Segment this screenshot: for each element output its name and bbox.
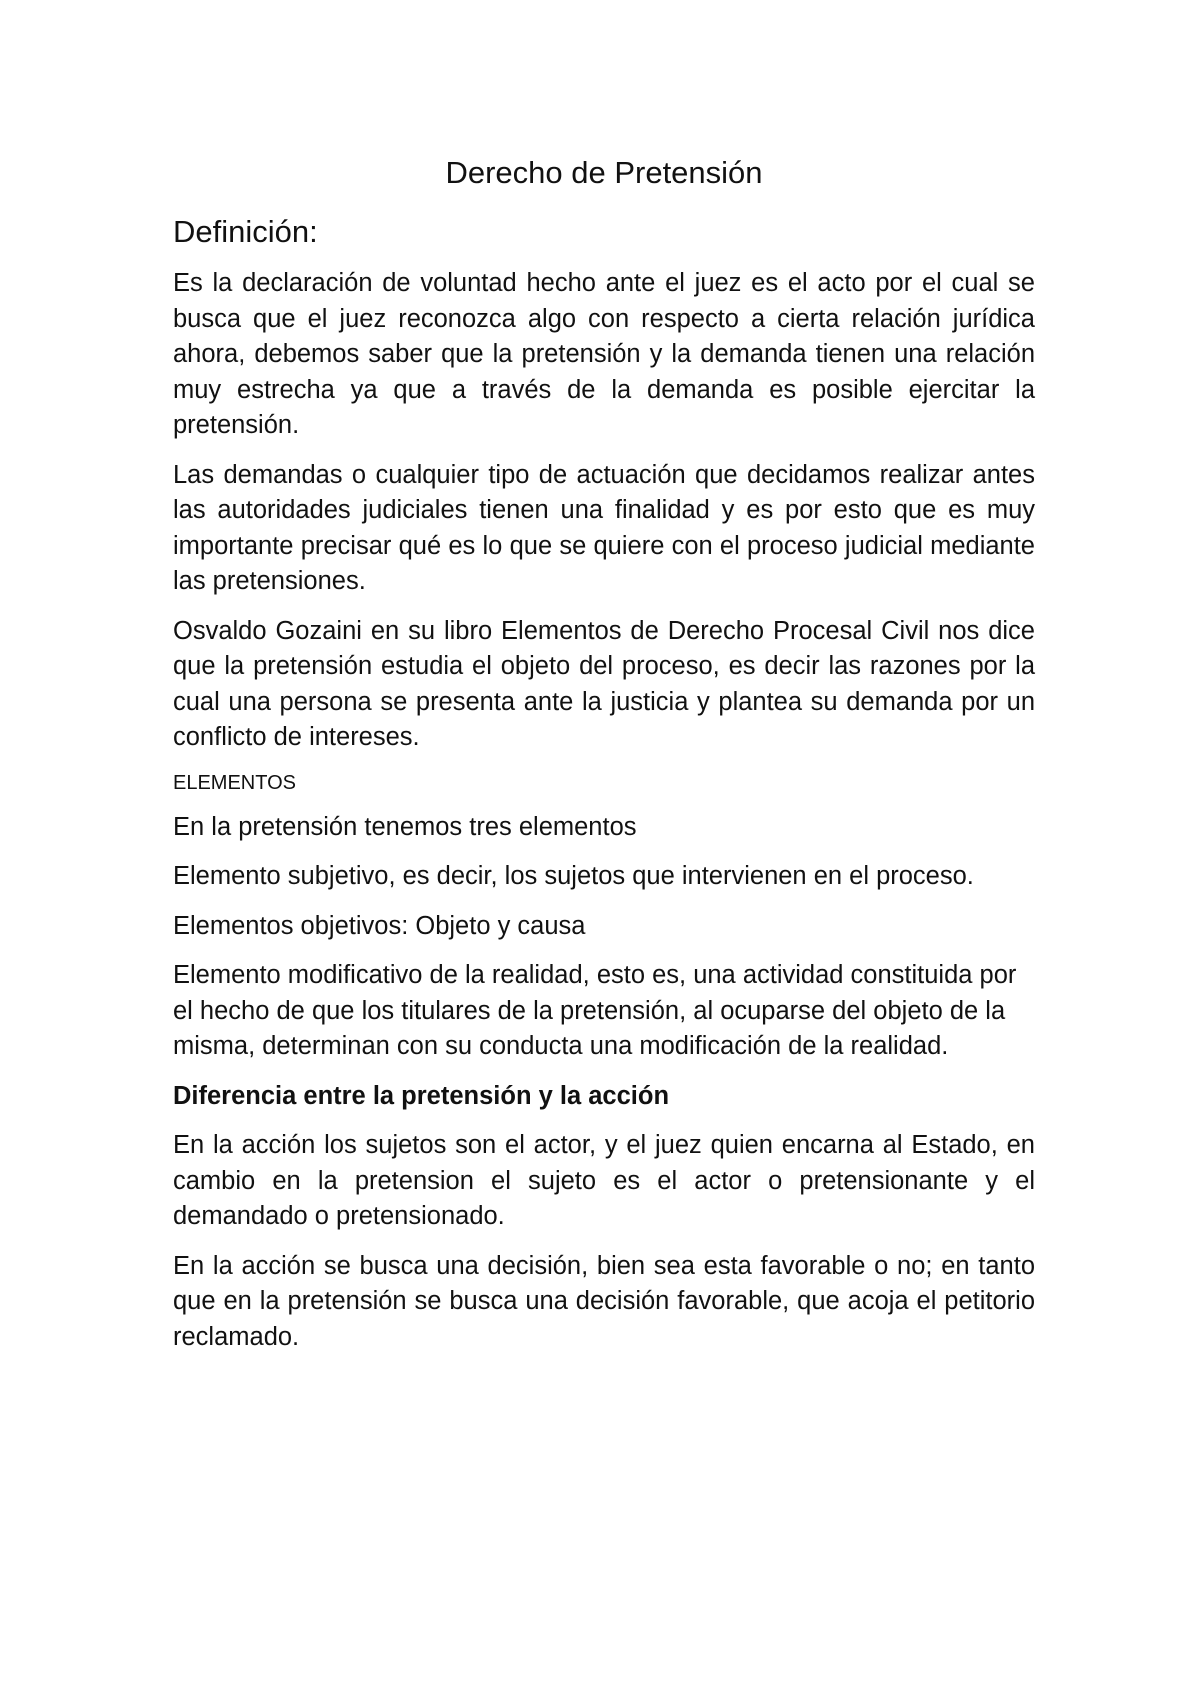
paragraph-objective-elements: Elementos objetivos: Objeto y causa — [173, 911, 586, 940]
paragraph-demands: Las demandas o cualquier tipo de actuación que decidamos realizar antes las autoridades judiciales tienen una finalidad y es por esto que es muy importante precisar qué es lo que se quiere con el proceso judicial mediante las pretensiones. — [173, 460, 1035, 596]
paragraph-three-elements: En la pretensión tenemos tres elementos — [173, 812, 637, 841]
paragraph-gozaini: Osvaldo Gozaini en su libro Elementos de Derecho Procesal Civil nos dice que la pretensión estudia el objeto del proceso, es decir las razones por la cual una persona se presenta ante la justicia y plantea su demanda por un conflicto de intereses. — [173, 616, 1035, 752]
difference-heading: Diferencia entre la pretensión y la acción — [173, 1081, 670, 1110]
elements-heading: ELEMENTOS — [173, 771, 296, 794]
document-title: Derecho de Pretensión — [445, 155, 763, 190]
paragraph-difference-decision: En la acción se busca una decisión, bien sea esta favorable o no; en tanto que en la pretensión se busca una decisión favorable, que acoja el petitorio reclamado. — [173, 1251, 1035, 1351]
paragraph-difference-subjects: En la acción los sujetos son el actor, y el juez quien encarna al Estado, en cambio en la pretension el sujeto es el actor o pretensionante y el demandado o pretensionado. — [173, 1131, 1035, 1231]
document-body — [173, 154, 1035, 1369]
paragraph-subjective-element: Elemento subjetivo, es decir, los sujetos que intervienen en el proceso. — [173, 862, 974, 891]
paragraph-definition: Es la declaración de voluntad hecho ante el juez es el acto por el cual se busca que el juez reconozca algo con respecto a cierta relación jurídica ahora, debemos saber que la pretensión y la demanda tienen una relación muy estrecha ya que a través de la demanda es posible ejercitar la pretensión. — [173, 269, 1035, 440]
paragraph-modifying-element: Elemento modificativo de la realidad, esto es, una actividad constituida por el hecho de que los titulares de la pretensión, al ocuparse del objeto de la misma, determinan con su conducta una modificación de la realidad. — [173, 961, 1017, 1061]
definition-heading: Definición: — [173, 214, 318, 250]
